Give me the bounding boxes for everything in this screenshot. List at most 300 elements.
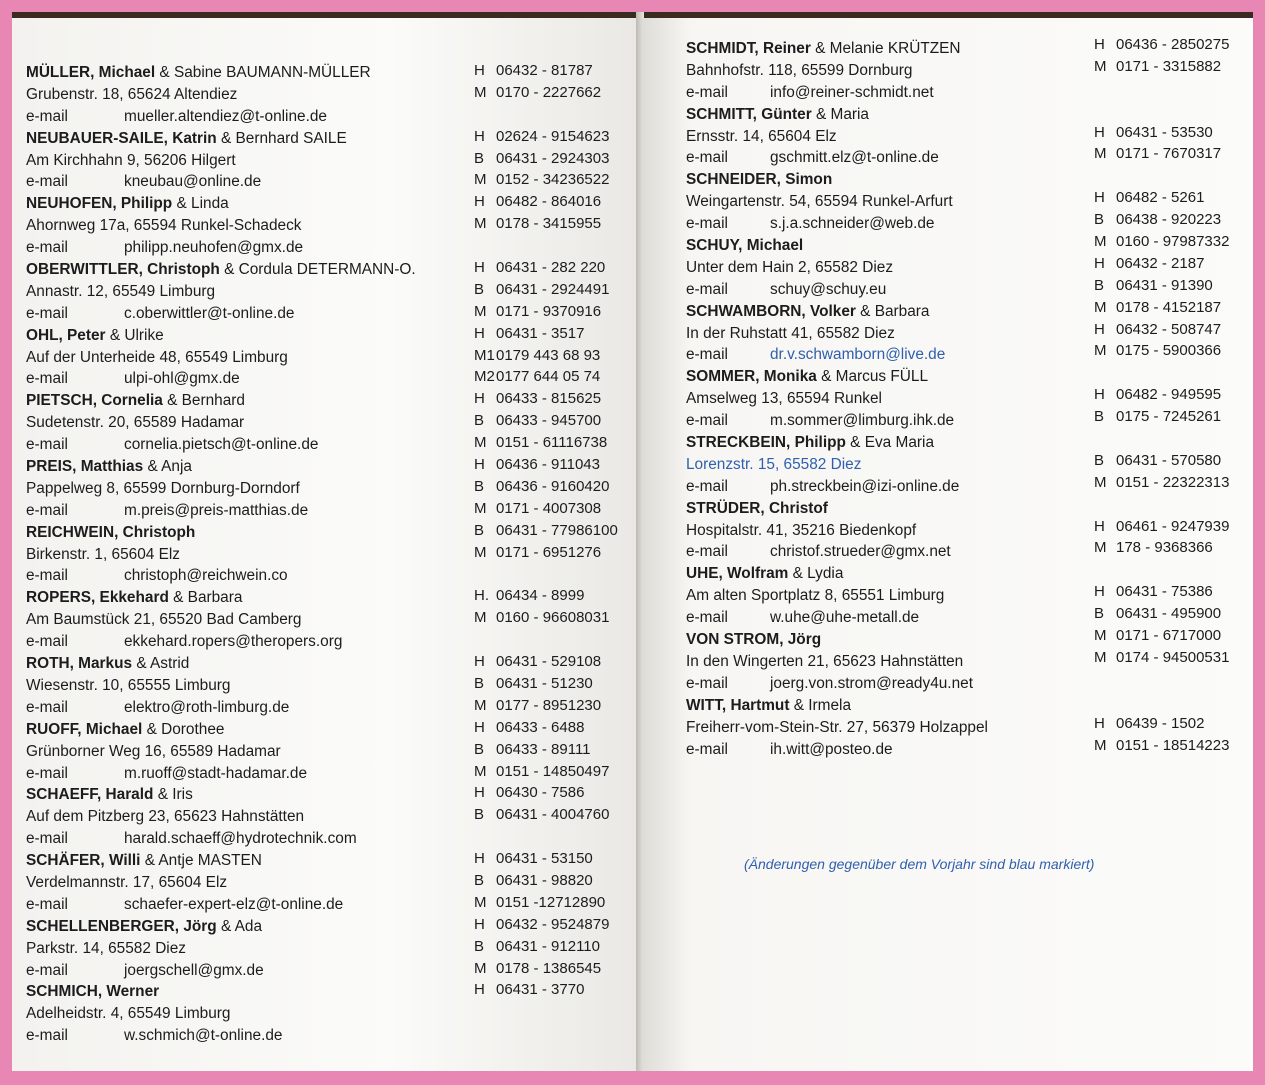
contact-address: In den Wingerten 21, 65623 Hahnstätten bbox=[686, 652, 964, 670]
phone-type: M bbox=[474, 762, 487, 780]
email-label: e-mail bbox=[26, 698, 68, 716]
phone-row bbox=[474, 454, 640, 476]
contact-email-row bbox=[26, 828, 496, 850]
contact-name-row bbox=[26, 850, 496, 872]
contact-name: SOMMER, Monika bbox=[686, 368, 817, 386]
left-phones bbox=[474, 60, 640, 1001]
contact-email-row bbox=[686, 82, 1106, 104]
contact-email-row bbox=[686, 279, 1106, 301]
contact-email[interactable]: christoph@reichwein.co bbox=[124, 567, 288, 585]
contact-address: Am Baumstück 21, 65520 Bad Camberg bbox=[26, 611, 302, 629]
contact-email[interactable]: schuy@schuy.eu bbox=[770, 280, 887, 298]
phone-row bbox=[474, 651, 640, 673]
phone-type: B bbox=[1094, 276, 1105, 294]
phone-row bbox=[1094, 516, 1253, 538]
phone-row bbox=[1094, 253, 1253, 275]
phone-type: M bbox=[474, 499, 487, 517]
phone-type: H bbox=[1094, 714, 1105, 732]
contact-email[interactable]: joerg.von.strom@ready4u.net bbox=[770, 674, 973, 692]
email-label: e-mail bbox=[26, 1027, 68, 1045]
contact-address: Am alten Sportplatz 8, 65551 Limburg bbox=[686, 587, 945, 605]
contact-name-row bbox=[686, 629, 1106, 651]
right-page bbox=[642, 18, 1253, 1071]
phone-number: 0171 - 6717000 bbox=[1116, 627, 1222, 645]
contact-address: Hospitalstr. 41, 35216 Biedenkopf bbox=[686, 521, 917, 539]
phone-number: 06431 - 570580 bbox=[1116, 451, 1222, 469]
contact-email[interactable]: gschmitt.elz@t-online.de bbox=[770, 149, 939, 167]
phone-type: M bbox=[1094, 342, 1107, 360]
phone-row bbox=[1094, 275, 1253, 297]
contact-email-row bbox=[686, 673, 1106, 695]
contact-email-row bbox=[26, 171, 496, 193]
phone-row bbox=[474, 60, 640, 82]
phone-row bbox=[1094, 231, 1253, 253]
phone-type: M bbox=[1094, 627, 1107, 645]
phone-number: 0178 - 1386545 bbox=[496, 959, 602, 977]
phone-type: M1 bbox=[474, 346, 495, 364]
contact-email[interactable]: christof.strueder@gmx.net bbox=[770, 543, 951, 561]
phone-row bbox=[474, 717, 640, 739]
phone-row bbox=[474, 914, 640, 936]
phone-row bbox=[1094, 559, 1253, 581]
contact-email[interactable]: m.ruoff@stadt-hadamar.de bbox=[124, 764, 308, 782]
phone-type: M bbox=[474, 959, 487, 977]
phone-type: B bbox=[474, 806, 485, 824]
phone-type: H bbox=[474, 981, 485, 999]
contact-email-row bbox=[686, 147, 1106, 169]
phone-row bbox=[474, 279, 640, 301]
contact-partner: & Eva Maria bbox=[845, 434, 935, 452]
contact-name: STRÜDER, Christof bbox=[686, 499, 828, 517]
phone-row bbox=[474, 892, 640, 914]
contact-name: STRECKBEIN, Philipp bbox=[686, 434, 846, 452]
phone-row bbox=[474, 607, 640, 629]
phone-type: M bbox=[474, 434, 487, 452]
phone-row bbox=[1094, 340, 1253, 362]
phone-type: H bbox=[474, 784, 485, 802]
contact-name-row bbox=[686, 432, 1106, 454]
phone-type: M bbox=[1094, 233, 1107, 251]
email-label: e-mail bbox=[26, 239, 68, 257]
phone-row bbox=[474, 257, 640, 279]
phone-number: 0178 - 4152187 bbox=[1116, 298, 1222, 316]
left-contacts bbox=[26, 62, 496, 1047]
phone-row bbox=[474, 542, 640, 564]
phone-type: M bbox=[474, 609, 487, 627]
phone-type: M bbox=[1094, 539, 1107, 557]
phone-type: H bbox=[1094, 517, 1105, 535]
contact-email-row bbox=[26, 763, 496, 785]
phone-type: H bbox=[474, 62, 485, 79]
contact-partner: & Antje MASTEN bbox=[140, 852, 262, 870]
contact-name-row bbox=[686, 38, 1106, 60]
phone-type: M bbox=[474, 83, 487, 101]
phone-row bbox=[474, 585, 640, 607]
phone-number: 06431 - 77986100 bbox=[496, 521, 618, 539]
contact-name: SCHÄFER, Willi bbox=[26, 852, 141, 870]
email-label: e-mail bbox=[686, 149, 728, 167]
phone-number: 06431 - 91390 bbox=[1116, 276, 1213, 294]
phone-number: 06431 - 529108 bbox=[496, 653, 602, 671]
contact-email-row bbox=[26, 960, 496, 982]
phone-row bbox=[1094, 450, 1253, 472]
contact-email-row bbox=[686, 607, 1106, 629]
phone-type: H bbox=[1094, 36, 1105, 53]
contact-email-row bbox=[26, 237, 496, 259]
phone-row bbox=[474, 761, 640, 783]
phone-row bbox=[474, 498, 640, 520]
contact-email-row bbox=[26, 565, 496, 587]
phone-type: B bbox=[1094, 605, 1105, 623]
contact-name: UHE, Wolfram bbox=[686, 565, 789, 583]
contact-email[interactable]: joergschell@gmx.de bbox=[124, 961, 264, 979]
phone-number: 06431 - 98820 bbox=[496, 871, 593, 889]
phone-type: M bbox=[474, 302, 487, 320]
contact-email[interactable]: harald.schaeff@hydrotechnik.com bbox=[124, 830, 357, 848]
phone-type: H bbox=[474, 193, 485, 211]
phone-type: B bbox=[474, 280, 485, 298]
phone-number: 06431 - 53530 bbox=[1116, 123, 1213, 141]
contact-email-row bbox=[26, 1025, 496, 1047]
phone-number: 06430 - 7586 bbox=[496, 784, 585, 802]
phone-number: 06431 - 75386 bbox=[1116, 583, 1213, 601]
contact-name: SCHUY, Michael bbox=[686, 237, 804, 255]
contact-email[interactable]: info@reiner-schmidt.net bbox=[770, 83, 934, 101]
contact-name: OBERWITTLER, Christoph bbox=[26, 261, 220, 279]
contact-address: Auf der Unterheide 48, 65549 Limburg bbox=[26, 348, 288, 366]
contact-partner: & Ulrike bbox=[105, 326, 164, 344]
contact-email[interactable]: cornelia.pietsch@t-online.de bbox=[124, 436, 319, 454]
phone-number: 02624 - 9154623 bbox=[496, 127, 610, 145]
contact-name-row bbox=[26, 325, 496, 347]
phone-type: M bbox=[1094, 57, 1107, 75]
phone-row bbox=[474, 673, 640, 695]
contact-name-row bbox=[686, 169, 1106, 191]
phone-row bbox=[1094, 187, 1253, 209]
contact-name: OHL, Peter bbox=[26, 326, 106, 344]
contact-name-row bbox=[26, 653, 496, 675]
phone-type: H bbox=[474, 915, 485, 933]
contact-partner: & Maria bbox=[811, 105, 869, 123]
contact-partner: & Marcus FÜLL bbox=[816, 368, 929, 386]
contact-address: Verdelmannstr. 17, 65604 Elz bbox=[26, 873, 228, 891]
contact-partner: & Sabine BAUMANN-MÜLLER bbox=[155, 64, 371, 81]
phone-number: 0160 - 96608031 bbox=[496, 609, 610, 627]
email-label: e-mail bbox=[686, 346, 728, 364]
phone-type: B bbox=[474, 674, 485, 692]
contact-email-row bbox=[686, 541, 1106, 563]
phone-number: 06436 - 9160420 bbox=[496, 477, 610, 495]
phone-number: 06432 - 2187 bbox=[1116, 254, 1205, 272]
contact-address: Wiesenstr. 10, 65555 Limburg bbox=[26, 676, 231, 694]
phone-number: 06434 - 8999 bbox=[496, 587, 585, 605]
contact-partner: & Linda bbox=[172, 195, 229, 213]
phone-type: H. bbox=[474, 587, 489, 605]
contact-name: SCHMITT, Günter bbox=[686, 105, 812, 123]
phone-type: H bbox=[1094, 254, 1105, 272]
phone-number: 0171 - 4007308 bbox=[496, 499, 602, 517]
phone-number: 06431 - 53150 bbox=[496, 850, 593, 868]
phone-type: B bbox=[474, 937, 485, 955]
phone-row bbox=[474, 169, 640, 191]
contact-address: Weingartenstr. 54, 65594 Runkel-Arfurt bbox=[686, 193, 953, 211]
phone-number: 0171 - 7670317 bbox=[1116, 145, 1222, 163]
contact-name: WITT, Hartmut bbox=[686, 696, 790, 714]
contact-partner: & Bernhard bbox=[162, 392, 245, 410]
contact-name-row bbox=[686, 695, 1106, 717]
phone-row bbox=[1094, 428, 1253, 450]
email-label: e-mail bbox=[686, 543, 728, 561]
phone-row bbox=[474, 804, 640, 826]
phone-number: 06433 - 6488 bbox=[496, 718, 585, 736]
phone-number: 0174 - 94500531 bbox=[1116, 648, 1230, 666]
email-label: e-mail bbox=[26, 173, 68, 191]
phone-number: 06431 - 495900 bbox=[1116, 605, 1222, 623]
phone-number: 0160 - 97987332 bbox=[1116, 233, 1230, 251]
email-label: e-mail bbox=[686, 83, 728, 101]
contact-email[interactable]: elektro@roth-limburg.de bbox=[124, 698, 290, 716]
phone-row bbox=[1094, 319, 1253, 341]
contact-name-row bbox=[26, 784, 496, 806]
contact-name-row bbox=[686, 563, 1106, 585]
phone-row bbox=[474, 958, 640, 980]
phone-number: 0170 - 2227662 bbox=[496, 83, 602, 101]
phone-row bbox=[474, 782, 640, 804]
phone-row bbox=[474, 695, 640, 717]
right-phones bbox=[1094, 34, 1253, 756]
contact-email[interactable]: m.sommer@limburg.ihk.de bbox=[770, 412, 955, 430]
contact-name: PIETSCH, Cornelia bbox=[26, 392, 163, 410]
phone-row bbox=[1094, 691, 1253, 713]
contact-name: MÜLLER, Michael bbox=[26, 64, 156, 81]
contact-partner: & Dorothee bbox=[142, 720, 225, 738]
contact-name: ROTH, Markus bbox=[26, 655, 133, 673]
contact-email[interactable]: ekkehard.ropers@theropers.org bbox=[124, 633, 343, 651]
phone-number: 06433 - 815625 bbox=[496, 390, 602, 408]
contact-email[interactable]: s.j.a.schneider@web.de bbox=[770, 215, 935, 233]
email-label: e-mail bbox=[686, 412, 728, 430]
phone-type: M bbox=[1094, 736, 1107, 754]
phone-row bbox=[1094, 78, 1253, 100]
phone-number: 0152 - 34236522 bbox=[496, 171, 610, 189]
phone-number: 06482 - 864016 bbox=[496, 193, 602, 211]
contact-email-row bbox=[26, 106, 496, 128]
contact-partner: & Irmela bbox=[789, 696, 852, 714]
phone-row bbox=[1094, 122, 1253, 144]
phone-row bbox=[474, 388, 640, 410]
contact-email-row bbox=[686, 410, 1106, 432]
phone-row bbox=[474, 432, 640, 454]
phone-type: H bbox=[1094, 123, 1105, 141]
contact-name: RUOFF, Michael bbox=[26, 720, 143, 738]
phone-number: 06482 - 5261 bbox=[1116, 189, 1205, 207]
email-label: e-mail bbox=[686, 215, 728, 233]
contact-email-row bbox=[686, 739, 1106, 761]
phone-row bbox=[1094, 362, 1253, 384]
email-label: e-mail bbox=[26, 633, 68, 651]
phone-type: B bbox=[474, 871, 485, 889]
contact-email[interactable]: mueller.altendiez@t-online.de bbox=[124, 107, 327, 125]
contact-address: Parkstr. 14, 65582 Diez bbox=[26, 939, 186, 957]
phone-number: 06431 - 51230 bbox=[496, 674, 593, 692]
phone-row bbox=[474, 235, 640, 257]
contact-address: Grünborner Weg 16, 65589 Hadamar bbox=[26, 742, 281, 760]
email-label: e-mail bbox=[686, 609, 728, 627]
phone-row bbox=[474, 366, 640, 388]
contact-email-row bbox=[26, 894, 496, 916]
phone-number: 06432 - 9524879 bbox=[496, 915, 610, 933]
phone-number: 0151 - 18514223 bbox=[1116, 736, 1230, 754]
phone-row bbox=[1094, 143, 1253, 165]
contact-name-row bbox=[26, 390, 496, 412]
contact-address: Freiherr-vom-Stein-Str. 27, 56379 Holzappel bbox=[686, 718, 988, 736]
contact-email[interactable]: ph.streckbein@izi-online.de bbox=[770, 477, 960, 495]
contact-email[interactable]: schaefer-expert-elz@t-online.de bbox=[124, 895, 344, 913]
contact-name: SCHNEIDER, Simon bbox=[686, 171, 833, 189]
phone-row bbox=[1094, 537, 1253, 559]
phone-row bbox=[474, 870, 640, 892]
changes-footnote: (Änderungen gegenüber dem Vorjahr sind blau markiert) bbox=[744, 856, 1095, 872]
phone-number: 06461 - 9247939 bbox=[1116, 517, 1230, 535]
phone-number: 06439 - 1502 bbox=[1116, 714, 1205, 732]
phone-type: H bbox=[474, 390, 485, 408]
contact-email[interactable]: ulpi-ohl@gmx.de bbox=[124, 370, 240, 388]
contact-partner: & Iris bbox=[153, 786, 193, 804]
phone-row bbox=[1094, 56, 1253, 78]
phone-type: H bbox=[474, 653, 485, 671]
phone-row bbox=[474, 476, 640, 498]
contact-address: Sudetenstr. 20, 65589 Hadamar bbox=[26, 414, 245, 432]
email-label: e-mail bbox=[26, 764, 68, 782]
contact-name-row bbox=[26, 62, 496, 84]
email-label: e-mail bbox=[686, 477, 728, 495]
phone-row bbox=[1094, 713, 1253, 735]
phone-number: 06431 - 4004760 bbox=[496, 806, 610, 824]
right-contacts bbox=[686, 38, 1106, 760]
phone-type: M bbox=[474, 543, 487, 561]
phone-type: H bbox=[1094, 583, 1105, 601]
phone-number: 06431 - 282 220 bbox=[496, 259, 606, 277]
email-label: e-mail bbox=[26, 830, 68, 848]
phone-number: 06431 - 2924491 bbox=[496, 280, 610, 298]
phone-row bbox=[1094, 384, 1253, 406]
phone-row bbox=[1094, 297, 1253, 319]
contact-name-row bbox=[26, 522, 496, 544]
contact-email[interactable]: w.schmich@t-online.de bbox=[124, 1027, 283, 1045]
contact-email[interactable]: philipp.neuhofen@gmx.de bbox=[124, 239, 304, 257]
phone-row bbox=[474, 345, 640, 367]
phone-row bbox=[474, 323, 640, 345]
phone-row bbox=[1094, 34, 1253, 56]
contact-name-row bbox=[26, 719, 496, 741]
phone-type: H bbox=[474, 718, 485, 736]
phone-row bbox=[1094, 209, 1253, 231]
contact-name-row bbox=[26, 456, 496, 478]
phone-type: M bbox=[1094, 473, 1107, 491]
phone-number: 06436 - 911043 bbox=[496, 456, 600, 474]
phone-type: H bbox=[474, 259, 485, 277]
contact-address: Ernsstr. 14, 65604 Elz bbox=[686, 127, 837, 145]
email-label: e-mail bbox=[26, 961, 68, 979]
phone-type: M bbox=[474, 893, 487, 911]
phone-row bbox=[474, 410, 640, 432]
phone-row bbox=[474, 629, 640, 651]
phone-type: M bbox=[474, 171, 487, 189]
phone-row bbox=[474, 213, 640, 235]
contact-name-row bbox=[686, 104, 1106, 126]
phone-row bbox=[1094, 625, 1253, 647]
phone-row bbox=[1094, 472, 1253, 494]
contact-name: SCHAEFF, Harald bbox=[26, 786, 154, 804]
email-label: e-mail bbox=[26, 107, 68, 125]
contact-email-row bbox=[26, 303, 496, 325]
phone-type: B bbox=[474, 740, 485, 758]
contact-name-row bbox=[686, 498, 1106, 520]
contact-name-row bbox=[686, 235, 1106, 257]
phone-row bbox=[474, 82, 640, 104]
phone-number: 0151 -12712890 bbox=[496, 893, 606, 911]
contact-name: SCHMIDT, Reiner bbox=[686, 40, 811, 57]
phone-type: M bbox=[1094, 145, 1107, 163]
contact-email[interactable]: kneubau@online.de bbox=[124, 173, 262, 191]
phone-number: 06482 - 949595 bbox=[1116, 386, 1222, 404]
phone-number: 06436 - 2850275 bbox=[1116, 36, 1230, 53]
contact-name-row bbox=[26, 193, 496, 215]
phone-row bbox=[474, 126, 640, 148]
email-label: e-mail bbox=[686, 740, 728, 758]
phone-number: 0175 - 5900366 bbox=[1116, 342, 1222, 360]
contact-partner: & Bernhard SAILE bbox=[216, 129, 347, 147]
contact-name-row bbox=[686, 301, 1106, 323]
phone-row bbox=[474, 979, 640, 1001]
phone-type: M bbox=[474, 696, 487, 714]
contact-partner: & Ada bbox=[216, 917, 263, 935]
contact-name-row bbox=[26, 587, 496, 609]
contact-partner: & Barbara bbox=[855, 302, 930, 320]
contact-address: Adelheidstr. 4, 65549 Limburg bbox=[26, 1005, 231, 1023]
phone-number: 0177 - 8951230 bbox=[496, 696, 602, 714]
contact-name: VON STROM, Jörg bbox=[686, 631, 822, 649]
contact-name: NEUHOFEN, Philipp bbox=[26, 195, 173, 213]
email-label: e-mail bbox=[686, 674, 728, 692]
phone-row bbox=[1094, 735, 1253, 757]
contact-partner: & Astrid bbox=[132, 655, 190, 673]
phone-type: H bbox=[474, 324, 485, 342]
email-label: e-mail bbox=[26, 567, 68, 585]
phone-number: 0179 443 68 93 bbox=[496, 346, 601, 364]
phone-number: 06438 - 920223 bbox=[1116, 211, 1222, 229]
contact-name-row bbox=[686, 366, 1106, 388]
contact-address: Pappelweg 8, 65599 Dornburg-Dorndorf bbox=[26, 479, 300, 497]
contact-email[interactable]: ih.witt@posteo.de bbox=[770, 740, 893, 758]
phone-type: H bbox=[1094, 386, 1105, 404]
phone-row bbox=[1094, 669, 1253, 691]
contact-name: PREIS, Matthias bbox=[26, 458, 144, 476]
contact-address: Auf dem Pitzberg 23, 65623 Hahnstätten bbox=[26, 808, 305, 826]
phone-row bbox=[474, 191, 640, 213]
contact-email[interactable]: m.preis@preis-matthias.de bbox=[124, 501, 309, 519]
contact-email[interactable]: w.uhe@uhe-metall.de bbox=[770, 609, 920, 627]
contact-email-row bbox=[26, 500, 496, 522]
phone-row bbox=[1094, 406, 1253, 428]
email-label: e-mail bbox=[26, 501, 68, 519]
contact-name-row bbox=[26, 128, 496, 150]
phone-type: H bbox=[1094, 189, 1105, 207]
contact-name-row bbox=[26, 981, 496, 1003]
contact-email[interactable]: c.oberwittler@t-online.de bbox=[124, 304, 295, 322]
phone-type: B bbox=[474, 521, 485, 539]
contact-email[interactable]: dr.v.schwamborn@live.de bbox=[770, 346, 946, 364]
